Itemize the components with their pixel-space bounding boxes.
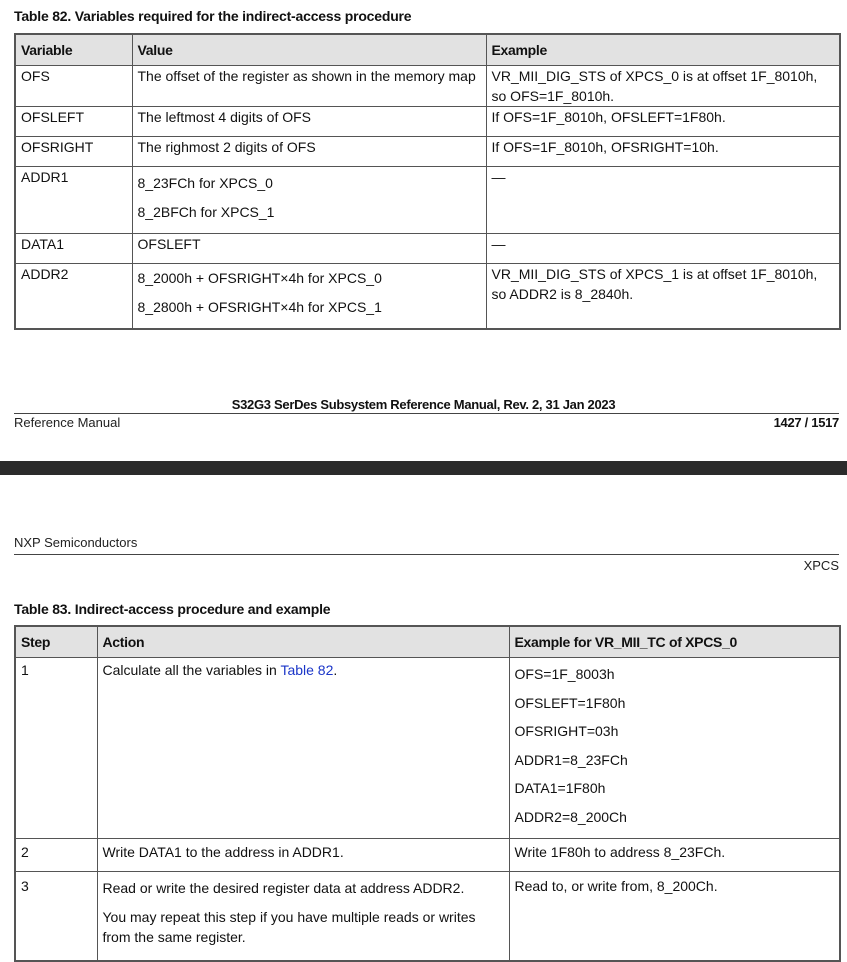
example-cell: — xyxy=(486,167,840,234)
table-header-row xyxy=(15,626,840,658)
example-line: ADDR2=8_200Ch xyxy=(514,808,627,825)
variable-cell: ADDR1 xyxy=(15,167,132,234)
variable-cell: ADDR2 xyxy=(15,264,132,330)
example-cell: VR_MII_DIG_STS of XPCS_1 is at offset 1F_8010h, so ADDR2 is 8_2840h. xyxy=(486,264,840,330)
table-82-link[interactable]: Table 82 xyxy=(280,662,334,678)
example-cell: Write 1F80h to address 8_23FCh. xyxy=(509,839,840,872)
table-header-row xyxy=(15,34,840,66)
value-cell xyxy=(132,167,486,234)
example-cell xyxy=(509,658,840,839)
step-cell: 1 xyxy=(15,658,97,839)
footer-divider xyxy=(14,413,839,414)
action-text-suffix: . xyxy=(333,662,338,678)
action-line: You may repeat this step if you have multiple reads or writes from the same register. xyxy=(102,909,476,945)
table-82 xyxy=(14,33,841,330)
action-cell xyxy=(97,872,509,962)
value-cell xyxy=(132,264,486,330)
table-row xyxy=(15,264,840,330)
value-line: 8_2BFCh for XPCS_1 xyxy=(137,204,275,220)
column-header-variable: Variable xyxy=(15,34,132,66)
step-cell: 2 xyxy=(15,839,97,872)
table-row xyxy=(15,107,840,137)
step-cell: 3 xyxy=(15,872,97,962)
column-header-step: Step xyxy=(15,626,97,658)
table-83 xyxy=(14,625,841,962)
table-row xyxy=(15,137,840,167)
example-line: DATA1=1F80h xyxy=(514,780,606,796)
example-line: OFSLEFT=1F80h xyxy=(514,694,626,711)
table-row xyxy=(15,234,840,264)
value-cell: The leftmost 4 digits of OFS xyxy=(132,107,486,137)
variable-cell: OFS xyxy=(15,66,132,107)
value-line: 8_2800h + OFSRIGHT×4h for XPCS_1 xyxy=(137,299,382,315)
table-row xyxy=(15,839,840,872)
table-row xyxy=(15,167,840,234)
header-divider xyxy=(14,554,839,555)
example-cell: If OFS=1F_8010h, OFSRIGHT=10h. xyxy=(486,137,840,167)
variable-cell: OFSLEFT xyxy=(15,107,132,137)
header-section: XPCS xyxy=(803,558,839,573)
column-header-example: Example for VR_MII_TC of XPCS_0 xyxy=(509,626,840,658)
action-line: Read or write the desired register data at address ADDR2. xyxy=(102,880,465,896)
example-cell: If OFS=1F_8010h, OFSLEFT=1F80h. xyxy=(486,107,840,137)
table-82-caption: Table 82. Variables required for the indirect-access procedure xyxy=(14,8,412,24)
action-cell: Write DATA1 to the address in ADDR1. xyxy=(97,839,509,872)
example-cell: — xyxy=(486,234,840,264)
action-text: Calculate all the variables in xyxy=(102,662,281,678)
table-row xyxy=(15,66,840,107)
example-line: OFSRIGHT=03h xyxy=(514,723,619,739)
value-line: 8_23FCh for XPCS_0 xyxy=(137,175,273,191)
example-line: OFS=1F_8003h xyxy=(514,666,615,682)
variable-cell: OFSRIGHT xyxy=(15,137,132,167)
variable-cell: DATA1 xyxy=(15,234,132,264)
document-title-footer: S32G3 SerDes Subsystem Reference Manual, Rev. 2, 31 Jan 2023 xyxy=(231,397,616,412)
example-cell: VR_MII_DIG_STS of XPCS_0 is at offset 1F_8010h, so OFS=1F_8010h. xyxy=(486,66,840,107)
column-header-action: Action xyxy=(97,626,509,658)
column-header-value: Value xyxy=(132,34,486,66)
page-separator xyxy=(0,461,847,475)
value-cell: The offset of the register as shown in the memory map xyxy=(132,66,486,107)
example-cell: Read to, or write from, 8_200Ch. xyxy=(509,872,840,962)
header-company: NXP Semiconductors xyxy=(14,535,138,550)
column-header-example: Example xyxy=(486,34,840,66)
value-cell: The righmost 2 digits of OFS xyxy=(132,137,486,167)
table-row xyxy=(15,872,840,962)
footer-document-type: Reference Manual xyxy=(14,415,121,430)
example-line: ADDR1=8_23FCh xyxy=(514,751,628,768)
page-number: 1427 / 1517 xyxy=(773,415,839,430)
action-cell xyxy=(97,658,509,839)
table-83-caption: Table 83. Indirect-access procedure and example xyxy=(14,601,331,617)
value-line: 8_2000h + OFSRIGHT×4h for XPCS_0 xyxy=(137,270,382,286)
value-cell: OFSLEFT xyxy=(132,234,486,264)
table-row xyxy=(15,658,840,839)
